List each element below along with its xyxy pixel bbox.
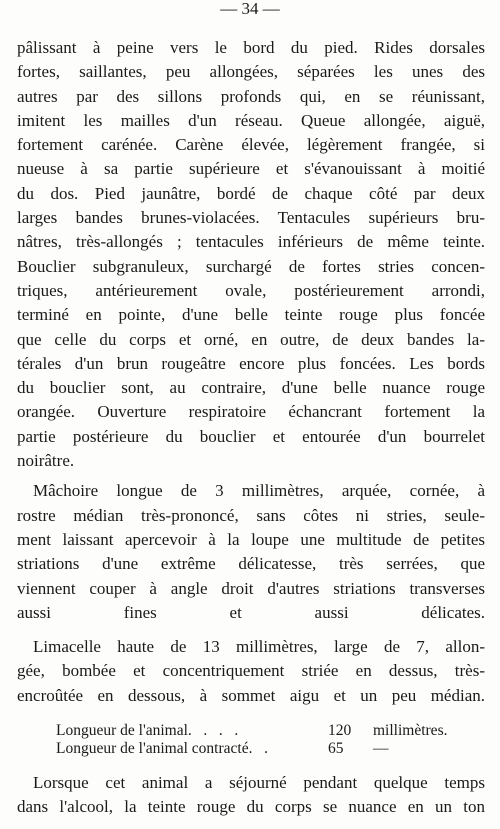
dimension-row bbox=[56, 740, 476, 758]
paragraph-description bbox=[17, 36, 485, 473]
text-line: terminé en pointe, d'une belle teinte rouge plus foncée bbox=[17, 305, 485, 325]
text-line: larges bandes brunes-violacées. Tentacules supérieurs bru- bbox=[17, 208, 485, 228]
text-line: noirâtre. bbox=[17, 451, 75, 471]
text-line: Limacelle haute de 13 millimètres, large de 7, allon- bbox=[33, 637, 485, 657]
text-line: Lorsque cet animal a séjourné pendant quelque temps bbox=[33, 773, 485, 792]
page-number: — 34 — bbox=[220, 0, 280, 18]
text-line: encroûtée en dessous, à sommet aigu et un peu médian. bbox=[17, 685, 485, 705]
paragraph-limacelle bbox=[17, 635, 485, 708]
text-line: térales d'un brun rougeâtre encore plus foncées. Les bords bbox=[17, 353, 485, 373]
paragraph-jaw bbox=[17, 479, 485, 625]
dimension-unit: — bbox=[373, 740, 389, 757]
dimension-row bbox=[56, 722, 476, 740]
text-line: gée, bombée et concentriquement striée en dessus, très- bbox=[17, 661, 485, 681]
dimension-value: 120 bbox=[328, 722, 352, 739]
final-paragraph-block bbox=[17, 771, 485, 820]
text-line: nueuse à sa partie supérieure et s'évanouissant à moitié bbox=[17, 159, 485, 179]
text-line: aussi fines et aussi délicates. bbox=[17, 602, 485, 622]
text-line: triques, antérieurement ovale, postérieurement arrondi, bbox=[17, 280, 485, 300]
text-line: pâlissant à peine vers le bord du pied. Rides dorsales bbox=[17, 38, 485, 57]
text-line: que celle du corps et orné, en outre, de deux bandes la- bbox=[17, 329, 485, 349]
dimension-label: Longueur de l'animal contracté. . bbox=[56, 740, 268, 757]
text-line: fortement carénée. Carène élevée, légèrement frangée, si bbox=[17, 135, 485, 155]
body-text bbox=[17, 36, 485, 708]
text-line: orangée. Ouverture respiratoire échancrant fortement la bbox=[17, 402, 485, 422]
text-line: striations d'une extrême délicatesse, très serrées, que bbox=[17, 554, 485, 574]
text-line: autres par des sillons profonds qui, en se réunissant, bbox=[17, 86, 485, 106]
text-line: viennent couper à angle droit d'autres striations transverses bbox=[17, 578, 485, 598]
text-line: nâtres, très-allongés ; tentacules inférieurs de même teinte. bbox=[17, 232, 485, 252]
text-line: Mâchoire longue de 3 millimètres, arquée, cornée, à bbox=[33, 481, 485, 501]
text-line: fortes, saillantes, peu allongées, séparées les unes des bbox=[17, 62, 485, 82]
paragraph-alcohol bbox=[17, 771, 485, 820]
text-line: rostre médian très-prononcé, sans côtes ni stries, seule- bbox=[17, 505, 485, 525]
text-line: partie postérieure du bouclier et entourée d'un bourrelet bbox=[17, 426, 485, 446]
text-line: imitent les mailles d'un réseau. Queue allongée, aiguë, bbox=[17, 110, 485, 130]
dimension-label: Longueur de l'animal. . . . bbox=[56, 722, 239, 739]
text-line: ment laissant apercevoir à la loupe une multitude de petites bbox=[17, 529, 485, 549]
text-line: Bouclier subgranuleux, surchargé de fortes stries concen- bbox=[17, 256, 485, 276]
text-line: dans l'alcool, la teinte rouge du corps se nuance en un ton bbox=[17, 797, 485, 817]
dimension-unit: millimètres. bbox=[373, 722, 448, 739]
text-line: du bouclier sont, au contraire, d'une belle nuance rouge bbox=[17, 378, 485, 398]
dimensions-table bbox=[56, 722, 476, 758]
dimension-value: 65 bbox=[328, 740, 344, 757]
text-line: du dos. Pied jaunâtre, bordé de chaque côté par deux bbox=[17, 183, 485, 203]
